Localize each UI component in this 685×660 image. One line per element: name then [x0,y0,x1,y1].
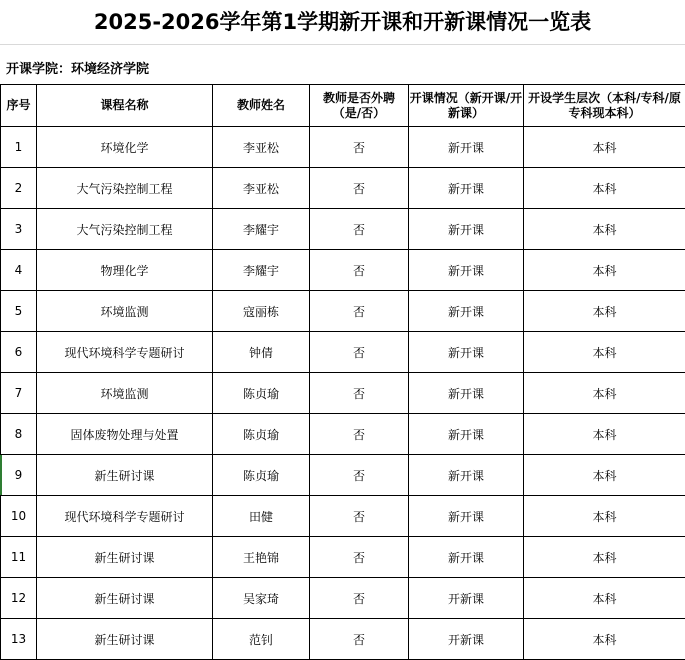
cell-teacher[interactable]: 陈贞瑜 [213,455,310,496]
cell-level[interactable]: 本科 [524,414,685,455]
cell-external[interactable]: 否 [310,537,409,578]
cell-level[interactable]: 本科 [524,209,685,250]
cell-teacher[interactable]: 吴家琦 [213,578,310,619]
cell-status[interactable]: 新开课 [409,127,524,168]
table-row [1,414,685,455]
cell-level[interactable]: 本科 [524,250,685,291]
cell-external[interactable]: 否 [310,209,409,250]
col-header-course: 课程名称 [37,85,213,127]
table-row [1,496,685,537]
cell-course[interactable]: 环境监测 [37,291,213,332]
cell-status[interactable]: 新开课 [409,332,524,373]
cell-level[interactable]: 本科 [524,332,685,373]
cell-course[interactable]: 新生研讨课 [37,619,213,660]
cell-status[interactable]: 新开课 [409,209,524,250]
cell-course[interactable]: 新生研讨课 [37,578,213,619]
cell-level[interactable]: 本科 [524,291,685,332]
cell-course[interactable]: 物理化学 [37,250,213,291]
cell-course[interactable]: 环境化学 [37,127,213,168]
cell-index[interactable]: 8 [1,414,37,455]
cell-status[interactable]: 开新课 [409,578,524,619]
cell-course[interactable]: 新生研讨课 [37,455,213,496]
cell-teacher[interactable]: 钟倩 [213,332,310,373]
table-row [1,332,685,373]
cell-teacher[interactable]: 寇丽栋 [213,291,310,332]
cell-course[interactable]: 现代环境科学专题研讨 [37,496,213,537]
cell-status[interactable]: 新开课 [409,250,524,291]
col-header-index: 序号 [1,85,37,127]
cell-level[interactable]: 本科 [524,373,685,414]
cell-external[interactable]: 否 [310,578,409,619]
cell-external[interactable]: 否 [310,168,409,209]
selected-row-marker [0,455,2,495]
table-row [1,455,685,496]
cell-teacher[interactable]: 王艳锦 [213,537,310,578]
col-header-teacher: 教师姓名 [213,85,310,127]
cell-teacher[interactable]: 田健 [213,496,310,537]
table-row [1,537,685,578]
cell-external[interactable]: 否 [310,455,409,496]
sheet-title: 2025-2026学年第1学期新开课和开新课情况一览表 [0,0,685,45]
cell-index[interactable]: 1 [1,127,37,168]
cell-level[interactable]: 本科 [524,455,685,496]
cell-course[interactable]: 环境监测 [37,373,213,414]
cell-course[interactable]: 新生研讨课 [37,537,213,578]
cell-course[interactable]: 大气污染控制工程 [37,168,213,209]
cell-external[interactable]: 否 [310,496,409,537]
cell-teacher[interactable]: 李耀宇 [213,250,310,291]
cell-index[interactable]: 6 [1,332,37,373]
cell-level[interactable]: 本科 [524,168,685,209]
col-header-status: 开课情况（新开课/开新课） [409,85,524,127]
cell-status[interactable]: 新开课 [409,537,524,578]
cell-teacher[interactable]: 范钊 [213,619,310,660]
cell-status[interactable]: 新开课 [409,168,524,209]
col-header-level: 开设学生层次（本科/专科/原专科现本科） [524,85,685,127]
table-header-row [1,85,685,127]
cell-external[interactable]: 否 [310,250,409,291]
cell-status[interactable]: 新开课 [409,496,524,537]
cell-external[interactable]: 否 [310,332,409,373]
cell-status[interactable]: 开新课 [409,619,524,660]
cell-index[interactable]: 11 [1,537,37,578]
cell-index[interactable]: 5 [1,291,37,332]
cell-external[interactable]: 否 [310,373,409,414]
cell-external[interactable]: 否 [310,414,409,455]
table-row [1,291,685,332]
cell-index[interactable]: 10 [1,496,37,537]
table-row [1,250,685,291]
cell-status[interactable]: 新开课 [409,414,524,455]
cell-index[interactable]: 3 [1,209,37,250]
table-row [1,168,685,209]
table-row [1,373,685,414]
cell-course[interactable]: 大气污染控制工程 [37,209,213,250]
cell-teacher[interactable]: 陈贞瑜 [213,373,310,414]
cell-external[interactable]: 否 [310,127,409,168]
table-row [1,209,685,250]
col-header-external: 教师是否外聘（是/否） [310,85,409,127]
table-row [1,619,685,660]
cell-teacher[interactable]: 李亚松 [213,168,310,209]
cell-course[interactable]: 现代环境科学专题研讨 [37,332,213,373]
cell-level[interactable]: 本科 [524,537,685,578]
cell-teacher[interactable]: 李耀宇 [213,209,310,250]
cell-index[interactable]: 2 [1,168,37,209]
cell-status[interactable]: 新开课 [409,455,524,496]
cell-course[interactable]: 固体废物处理与处置 [37,414,213,455]
cell-index[interactable]: 12 [1,578,37,619]
cell-index[interactable]: 13 [1,619,37,660]
cell-teacher[interactable]: 陈贞瑜 [213,414,310,455]
course-table [0,84,685,660]
table-row [1,578,685,619]
college-row [0,44,685,85]
college-label: 开课学院：环境经济学院 [6,62,150,77]
cell-level[interactable]: 本科 [524,496,685,537]
cell-external[interactable]: 否 [310,619,409,660]
table-row [1,127,685,168]
cell-level[interactable]: 本科 [524,578,685,619]
cell-level[interactable]: 本科 [524,619,685,660]
cell-teacher[interactable]: 李亚松 [213,127,310,168]
cell-index[interactable]: 4 [1,250,37,291]
cell-status[interactable]: 新开课 [409,373,524,414]
cell-external[interactable]: 否 [310,291,409,332]
cell-index[interactable]: 7 [1,373,37,414]
cell-level[interactable]: 本科 [524,127,685,168]
cell-index[interactable]: 9 [1,455,37,496]
cell-status[interactable]: 新开课 [409,291,524,332]
